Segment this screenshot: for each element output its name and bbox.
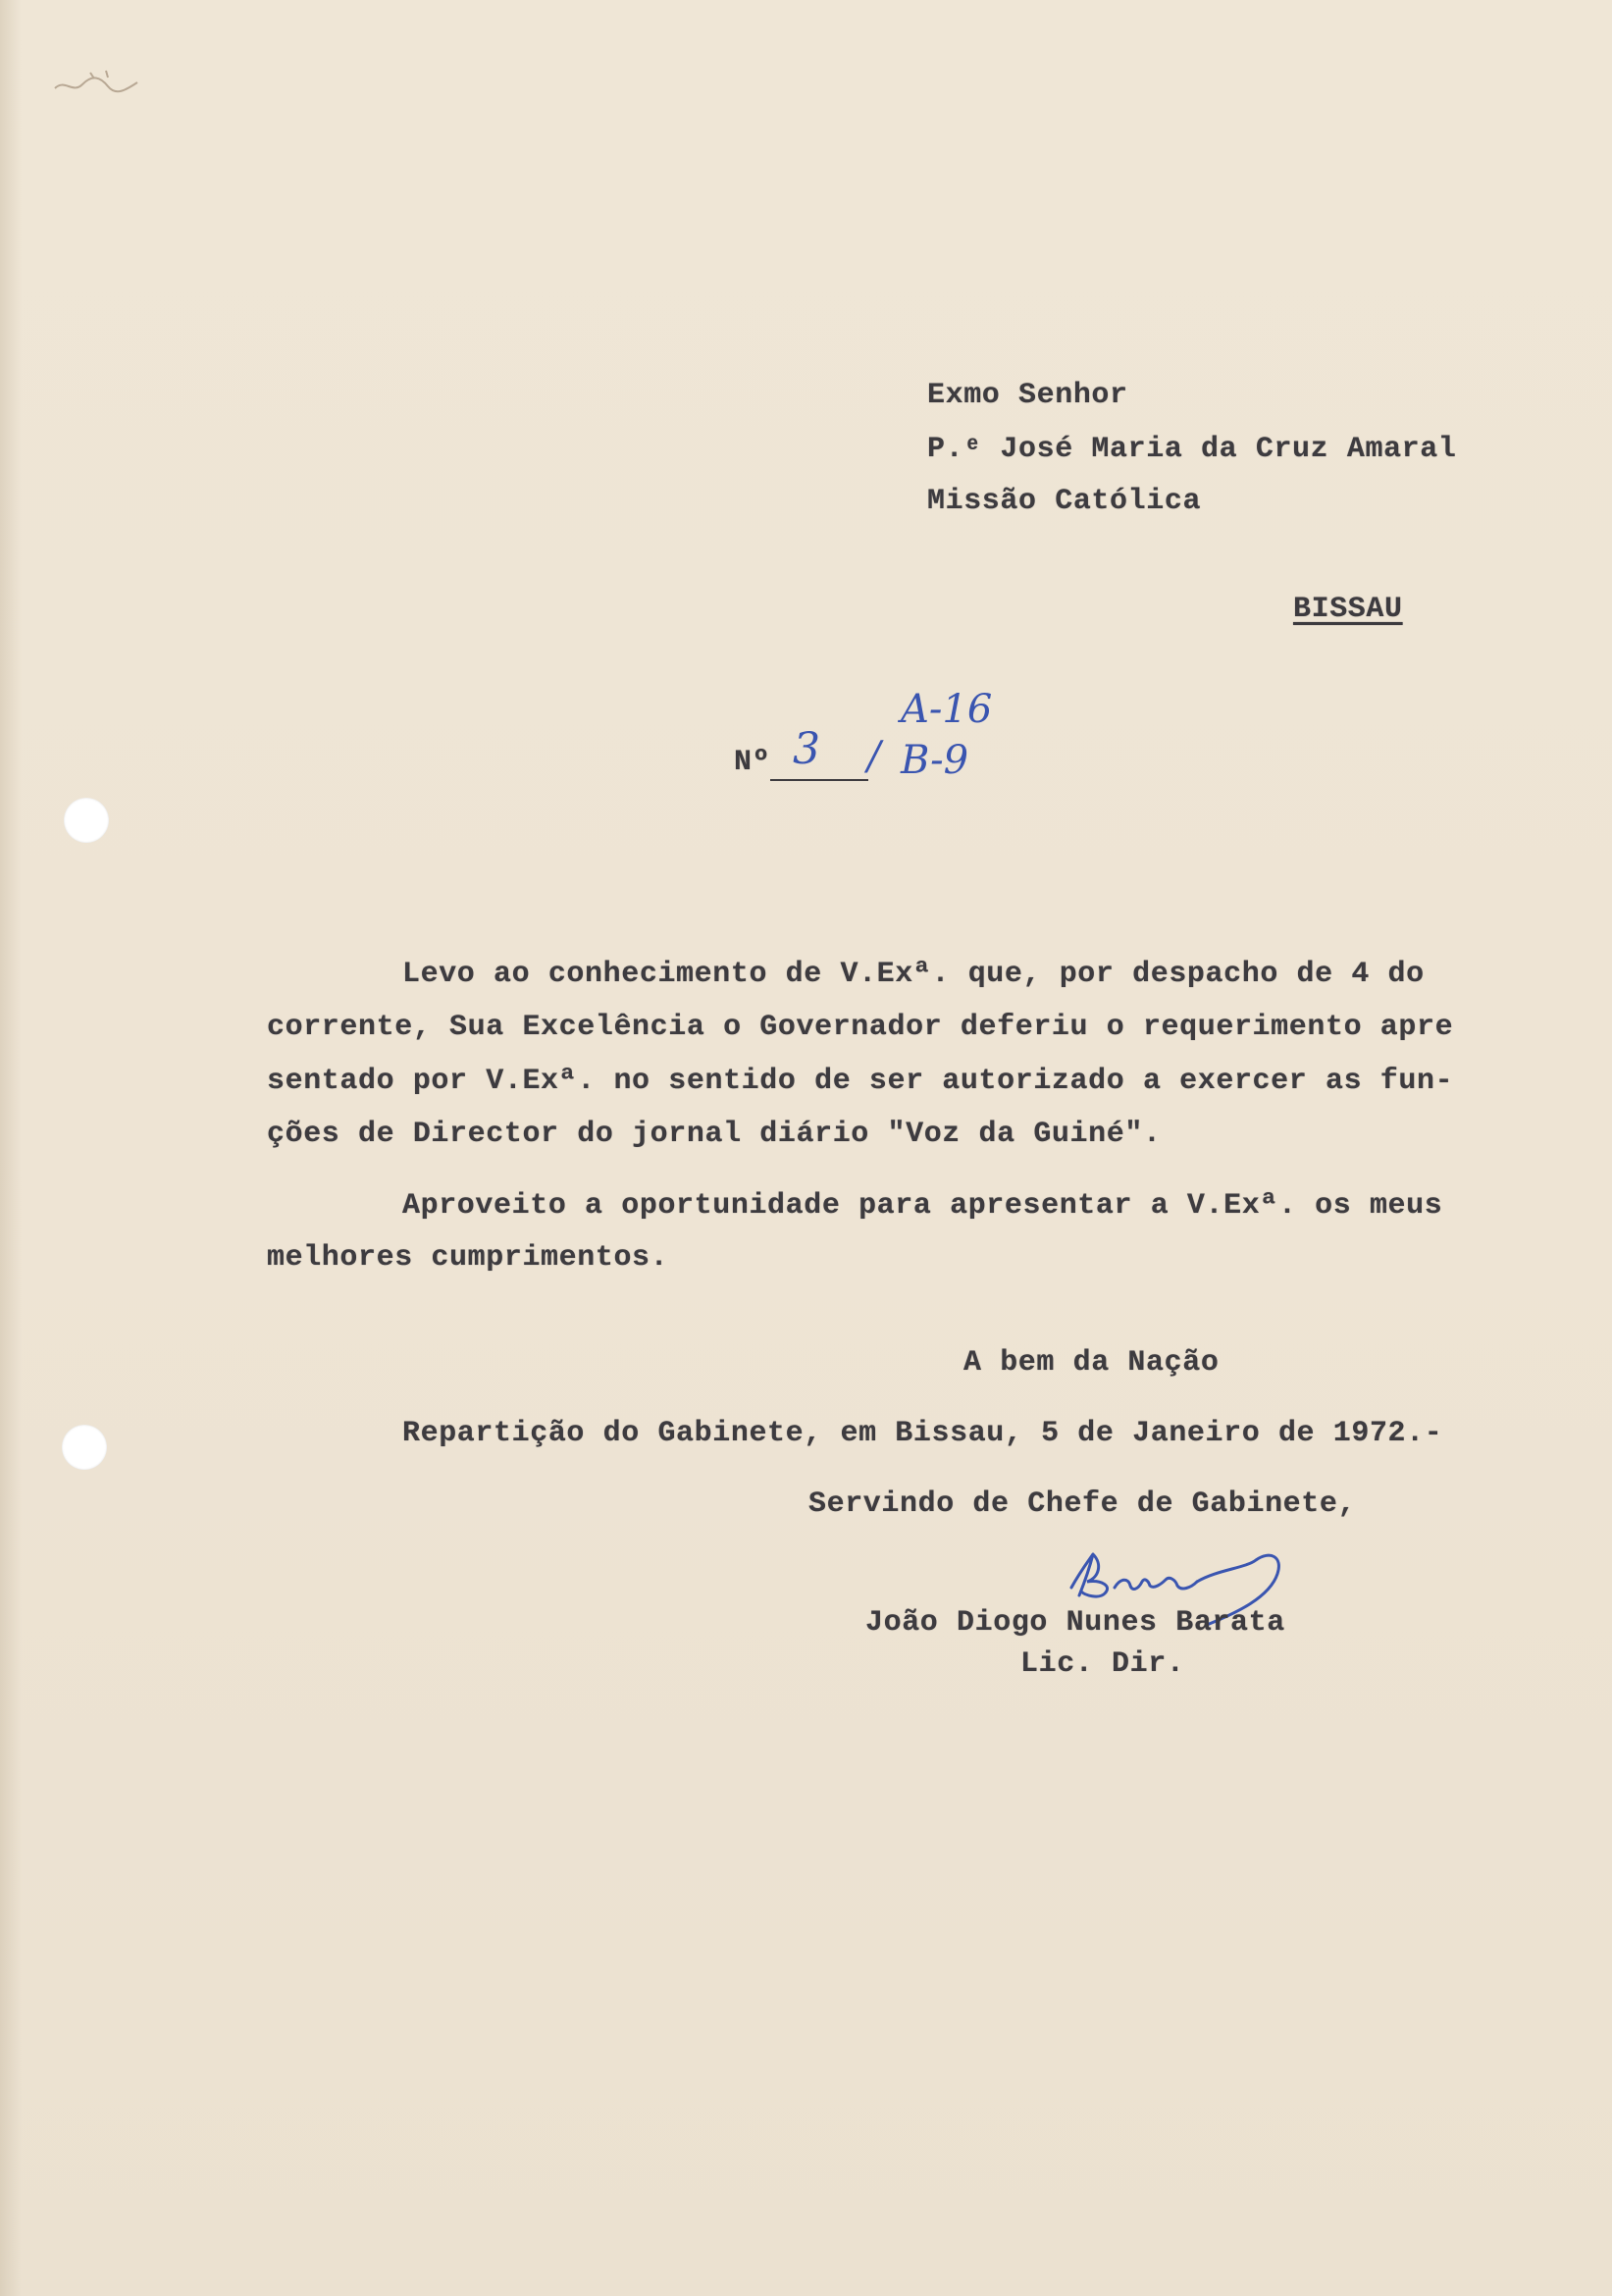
body-line: ções de Director do jornal diário "Voz da Guiné". bbox=[267, 1118, 1162, 1151]
paper-edge-shadow bbox=[0, 0, 22, 2296]
pencil-mark bbox=[51, 65, 141, 98]
addressee-salutation: Exmo Senhor bbox=[927, 379, 1128, 412]
reference-prefix: Nº bbox=[734, 746, 771, 779]
closing-place-date: Repartição do Gabinete, em Bissau, 5 de Janeiro de 1972.- bbox=[402, 1417, 1443, 1450]
body-line: corrente, Sua Excelência o Governador deferiu o requerimento apre bbox=[267, 1011, 1454, 1044]
closing-motto: A bem da Nação bbox=[963, 1346, 1220, 1380]
addressee-name: P.ᵉ José Maria da Cruz Amaral bbox=[927, 433, 1457, 466]
reference-slash: / bbox=[867, 734, 881, 779]
punch-hole-bottom bbox=[62, 1425, 107, 1470]
addressee-city: BISSAU bbox=[1293, 593, 1403, 626]
addressee-institution: Missão Católica bbox=[927, 485, 1202, 518]
body-line: Levo ao conhecimento de V.Exª. que, por despacho de 4 do bbox=[402, 958, 1425, 991]
punch-hole-top bbox=[64, 798, 109, 843]
reference-code-top: A-16 bbox=[901, 687, 993, 732]
reference-code-bottom: B-9 bbox=[901, 738, 969, 783]
signatory-name: João Diogo Nunes Barata bbox=[865, 1606, 1285, 1640]
body-line: sentado por V.Exª. no sentido de ser autorizado a exercer as fun- bbox=[267, 1065, 1454, 1098]
body-line: Aproveito a oportunidade para apresentar a V.Exª. os meus bbox=[402, 1189, 1443, 1223]
body-line: melhores cumprimentos. bbox=[267, 1241, 669, 1275]
closing-role: Servindo de Chefe de Gabinete, bbox=[808, 1487, 1357, 1521]
reference-underline bbox=[770, 779, 868, 781]
reference-number: 3 bbox=[793, 724, 820, 774]
signatory-title: Lic. Dir. bbox=[1020, 1647, 1185, 1681]
